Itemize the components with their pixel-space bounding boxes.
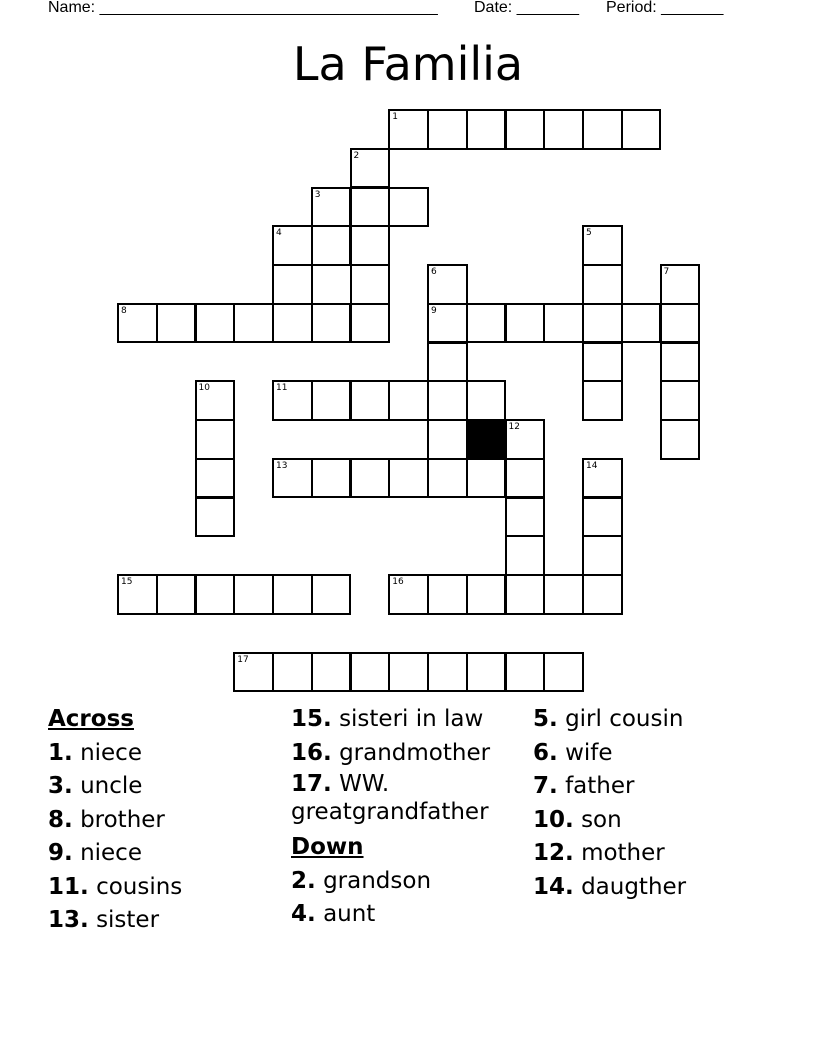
clue-across-15 (291, 703, 527, 737)
clue-text: daugther (581, 873, 687, 900)
crossword-cell[interactable] (350, 458, 391, 499)
cell-number: 4 (276, 228, 282, 239)
clue-across-8 (48, 804, 283, 838)
clue-number: 2. (291, 867, 316, 894)
clue-down-5 (533, 703, 793, 737)
crossword-cell[interactable] (350, 148, 391, 189)
clue-across-11 (48, 871, 283, 905)
period-field: Period: _______ (606, 0, 724, 16)
crossword-cell[interactable] (427, 652, 468, 693)
clue-text: grandmother (339, 739, 491, 766)
crossword-cell[interactable] (233, 652, 274, 693)
crossword-cell[interactable] (195, 303, 236, 344)
clue-across-16 (291, 737, 527, 771)
clue-down-12 (533, 837, 793, 871)
crossword-cell[interactable] (272, 225, 313, 266)
crossword-cell[interactable] (582, 342, 623, 383)
crossword-cell[interactable] (427, 574, 468, 615)
crossword-cell[interactable] (156, 303, 197, 344)
crossword-cell[interactable] (427, 264, 468, 305)
crossword-cell[interactable] (388, 187, 429, 228)
clue-down-7 (533, 770, 793, 804)
crossword-cell[interactable] (311, 225, 352, 266)
crossword-cell[interactable] (350, 264, 391, 305)
crossword-cell[interactable] (466, 380, 507, 421)
crossword-cell[interactable] (350, 225, 391, 266)
clue-number: 10. (533, 806, 574, 833)
crossword-cell[interactable] (195, 380, 236, 421)
crossword-cell[interactable] (582, 535, 623, 576)
crossword-cell[interactable] (272, 458, 313, 499)
crossword-cell[interactable] (660, 303, 701, 344)
clue-down-10 (533, 804, 793, 838)
clue-across-9 (48, 837, 283, 871)
cell-number: 6 (431, 267, 437, 277)
crossword-cell[interactable] (543, 652, 584, 693)
clue-text: aunt (323, 901, 376, 927)
crossword-cell[interactable] (660, 380, 701, 421)
crossword-cell[interactable] (311, 574, 352, 615)
crossword-cell[interactable] (660, 264, 701, 305)
cell-number: 12 (508, 422, 520, 432)
crossword-cell[interactable] (543, 303, 584, 344)
crossword-cell[interactable] (427, 419, 468, 460)
crossword-cell[interactable] (272, 303, 313, 344)
clue-down-6 (533, 737, 793, 771)
crossword-cell[interactable] (350, 652, 391, 693)
clue-down-2 (291, 865, 527, 899)
clue-text: father (565, 773, 635, 799)
crossword-cell[interactable] (660, 419, 701, 460)
crossword-cell[interactable] (195, 419, 236, 460)
crossword-cell[interactable] (311, 458, 352, 499)
clue-number: 12. (533, 840, 574, 866)
crossword-cell[interactable] (311, 380, 352, 421)
clue-text: sisteri in law (339, 706, 484, 732)
clue-text: son (581, 806, 622, 833)
crossword-cell[interactable] (543, 109, 584, 150)
clue-across-17 (291, 770, 527, 826)
clue-text: niece (80, 739, 142, 766)
cell-number: 11 (276, 383, 288, 394)
crossword-cell[interactable] (272, 652, 313, 693)
crossword-black-cell (466, 419, 507, 460)
clue-text: WW. greatgrandfather (291, 771, 489, 825)
crossword-cell[interactable] (388, 458, 429, 499)
clue-across-1 (48, 737, 283, 771)
cell-number: 5 (586, 228, 592, 239)
crossword-cell[interactable] (505, 109, 546, 150)
clue-number: 14. (533, 873, 574, 900)
cell-number: 17 (237, 654, 249, 665)
cell-number: 16 (392, 577, 404, 587)
clue-across-13 (48, 904, 283, 938)
crossword-cell[interactable] (195, 497, 236, 538)
clue-number: 7. (533, 773, 558, 799)
crossword-cell[interactable] (466, 652, 507, 693)
crossword-cell[interactable] (582, 264, 623, 305)
crossword-cell[interactable] (272, 264, 313, 305)
crossword-cell[interactable] (233, 303, 274, 344)
crossword-cell[interactable] (350, 187, 391, 228)
clue-down-14 (533, 871, 793, 905)
crossword-cell[interactable] (427, 342, 468, 383)
cell-number: 9 (431, 305, 437, 316)
crossword-cell[interactable] (311, 652, 352, 693)
clue-column-3 (533, 703, 793, 904)
clue-number: 15. (291, 706, 332, 732)
crossword-cell[interactable] (582, 225, 623, 266)
cell-number: 8 (121, 305, 127, 316)
crossword-cell[interactable] (505, 419, 546, 460)
clue-text: brother (80, 806, 165, 833)
clue-text: girl cousin (565, 706, 684, 732)
date-field: Date: _______ (474, 0, 579, 16)
crossword-cell[interactable] (505, 458, 546, 499)
cell-number: 13 (276, 460, 288, 471)
cell-number: 10 (198, 383, 210, 394)
crossword-cell[interactable] (582, 303, 623, 344)
crossword-cell[interactable] (582, 497, 623, 538)
down-heading: Down (291, 834, 364, 860)
crossword-cell[interactable] (427, 303, 468, 344)
crossword-cell[interactable] (195, 574, 236, 615)
cell-number: 3 (314, 189, 321, 200)
crossword-cell[interactable] (388, 109, 429, 150)
crossword-cell[interactable] (311, 187, 352, 228)
clue-number: 16. (291, 739, 332, 766)
crossword-cell[interactable] (505, 497, 546, 538)
clue-text: niece (80, 840, 142, 866)
crossword-cell[interactable] (427, 380, 468, 421)
cell-number: 15 (121, 577, 133, 587)
crossword-cell[interactable] (388, 574, 429, 615)
clue-text: mother (581, 840, 665, 866)
crossword-cell[interactable] (272, 574, 313, 615)
crossword-cell[interactable] (388, 380, 429, 421)
crossword-cell[interactable] (388, 652, 429, 693)
crossword-cell[interactable] (660, 342, 701, 383)
clue-number: 13. (48, 907, 89, 933)
clue-number: 5. (533, 706, 558, 732)
clue-column-2 (291, 703, 527, 932)
clue-number: 8. (48, 806, 73, 833)
across-heading: Across (48, 706, 134, 732)
crossword-cell[interactable] (582, 574, 623, 615)
crossword-cell[interactable] (582, 458, 623, 499)
crossword-cell[interactable] (621, 109, 662, 150)
crossword-cell[interactable] (350, 380, 391, 421)
crossword-cell[interactable] (505, 535, 546, 576)
clue-down-4 (291, 898, 527, 932)
crossword-cell[interactable] (156, 574, 197, 615)
clue-number: 1. (48, 739, 73, 766)
clue-text: uncle (80, 773, 143, 799)
cell-number: 1 (392, 112, 398, 122)
crossword-cell[interactable] (427, 109, 468, 150)
clue-column-1 (48, 703, 283, 938)
crossword-cell[interactable] (466, 574, 507, 615)
crossword-cell[interactable] (427, 458, 468, 499)
crossword-cell[interactable] (505, 574, 546, 615)
crossword-cell[interactable] (350, 303, 391, 344)
clue-text: sister (96, 907, 160, 933)
crossword-cell[interactable] (505, 652, 546, 693)
cell-number: 14 (586, 460, 598, 471)
crossword-cell[interactable] (543, 574, 584, 615)
crossword-cell[interactable] (117, 574, 158, 615)
crossword-cell[interactable] (466, 109, 507, 150)
crossword-cell[interactable] (311, 303, 352, 344)
page-title: La Familia (292, 37, 524, 91)
crossword-cell[interactable] (117, 303, 158, 344)
crossword-cell[interactable] (466, 303, 507, 344)
clue-text: wife (565, 739, 613, 766)
clue-number: 17. (291, 771, 332, 797)
crossword-cell[interactable] (582, 380, 623, 421)
crossword-cell[interactable] (466, 458, 507, 499)
clue-number: 11. (48, 873, 89, 900)
crossword-cell[interactable] (272, 380, 313, 421)
clue-across-3 (48, 770, 283, 804)
name-field: Name: ______________________________________ (48, 0, 438, 16)
crossword-cell[interactable] (233, 574, 274, 615)
clue-number: 4. (291, 901, 316, 927)
cell-number: 2 (353, 150, 360, 161)
crossword-cell[interactable] (621, 303, 662, 344)
clue-text: grandson (323, 867, 432, 894)
clue-number: 6. (533, 739, 558, 766)
clue-number: 3. (48, 773, 73, 799)
crossword-cell[interactable] (195, 458, 236, 499)
clue-text: cousins (96, 873, 183, 900)
crossword-cell[interactable] (505, 303, 546, 344)
cell-number: 7 (663, 267, 670, 277)
clue-number: 9. (48, 840, 73, 866)
crossword-cell[interactable] (582, 109, 623, 150)
